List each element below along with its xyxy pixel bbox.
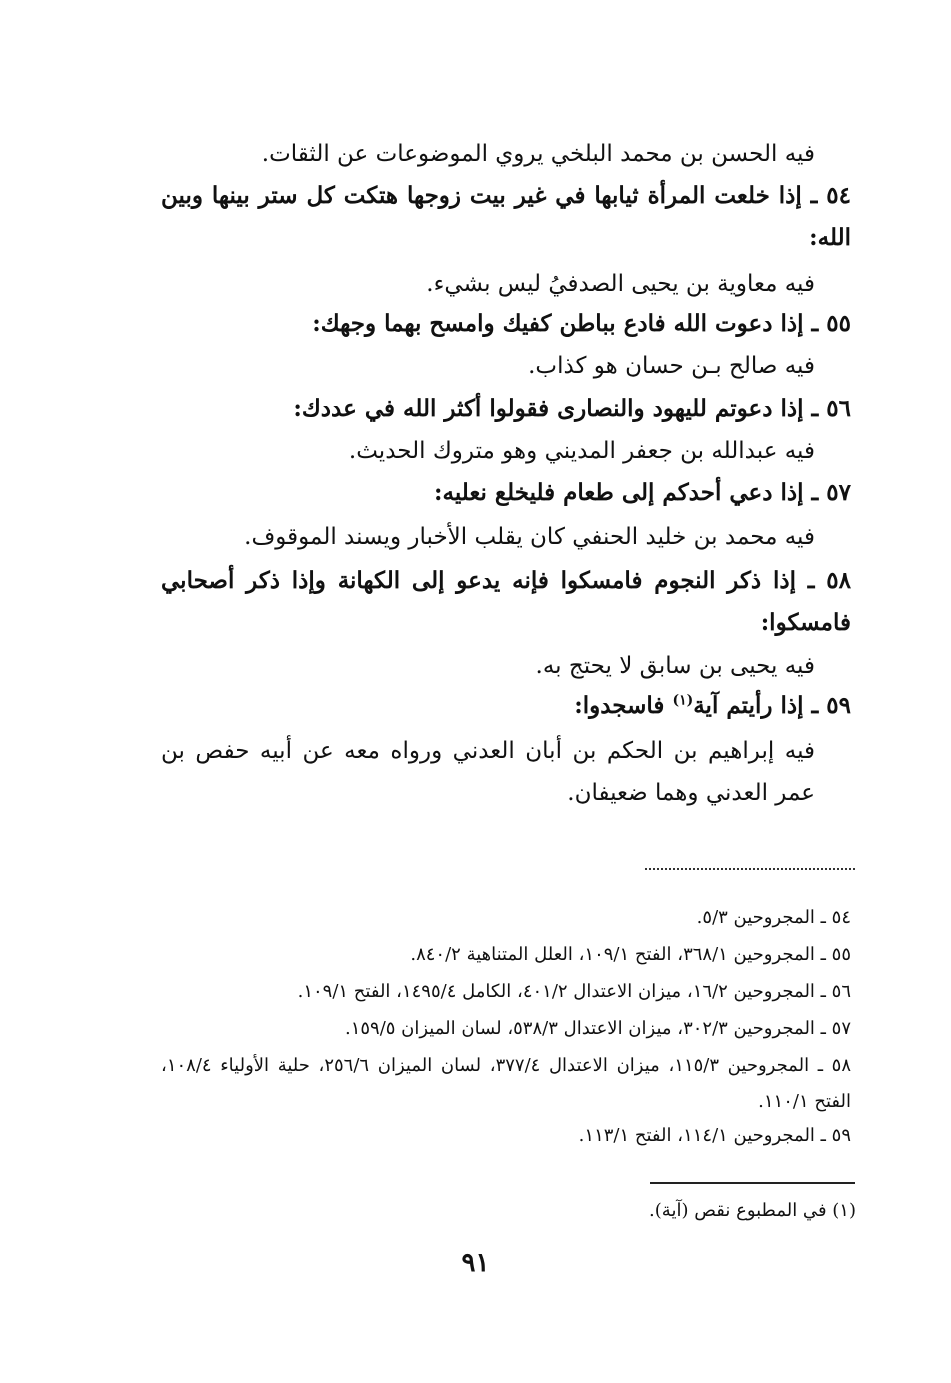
- entry-56-heading: ٥٦ ـ إذا دعوتم لليهود والنصارى فقولوا أكثر الله في عددك:: [293, 395, 851, 422]
- reference-59: ٥٩ ـ المجروحين ١١٤/١، الفتح ١١٣/١.: [578, 1125, 851, 1146]
- entry-59-heading-text: ٥٩ ـ إذا رأيتم آية: [693, 692, 851, 719]
- entry-59-heading: [161, 685, 851, 727]
- page-number: ٩١: [461, 1248, 490, 1278]
- entry-57-heading: ٥٧ ـ إذا دعي أحدكم إلى طعام فليخلع نعليه:: [434, 479, 851, 506]
- entry-55-heading: ٥٥ ـ إذا دعوت الله فادع بباطن كفيك وامسح بهما وجهك:: [312, 310, 851, 337]
- reference-58: ٥٨ ـ المجروحين ١١٥/٣، ميزان الاعتدال ٣٧٧/٤، لسان الميزان ٢٥٦/٦، حلية الأولياء ١٠٨/٤، الفتح ١١٠/١.: [161, 1055, 851, 1112]
- reference-56: ٥٦ ـ المجروحين ١٦/٢، ميزان الاعتدال ٤٠١/٢، الكامل ١٤٩٥/٤، الفتح ١٠٩/١.: [297, 981, 851, 1002]
- reference-54: ٥٤ ـ المجروحين ٥/٣.: [696, 907, 851, 928]
- footnote-marker: (١): [672, 692, 694, 709]
- entry-59-heading-tail: فاسجدوا:: [574, 692, 673, 719]
- entry-56-note: فيه عبدالله بن جعفر المديني وهو متروك الحديث.: [348, 438, 815, 464]
- entry-59-note: فيه إبراهيم بن الحكم بن أبان العدني ورواه معه عن أبيه حفص بن عمر العدني وهما ضعيفان.: [161, 738, 815, 806]
- reference-57: ٥٧ ـ المجروحين ٣٠٢/٣، ميزان الاعتدال ٥٣٨/٣، لسان الميزان ١٥٩/٥.: [344, 1018, 851, 1039]
- narrator-note-pre: فيه الحسن بن محمد البلخي يروي الموضوعات عن الثقات.: [261, 141, 815, 167]
- entry-54-heading: ٥٤ ـ إذا خلعت المرأة ثيابها في غير بيت زوجها هتكت كل ستر بينها وبين الله:: [161, 182, 851, 251]
- dotted-separator: [645, 868, 855, 880]
- footnote-1: (١) في المطبوع نقص (آية).: [649, 1200, 856, 1221]
- entry-55-note: فيه صالح بـن حسان هو كذاب.: [528, 353, 815, 379]
- entry-58-heading: ٥٨ ـ إذا ذكر النجوم فامسكوا فإنه يدعو إلى الكهانة وإذا ذكر أصحابي فامسكوا:: [161, 567, 851, 636]
- reference-55: ٥٥ ـ المجروحين ٣٦٨/١، الفتح ١٠٩/١، العلل المتناهية ٨٤٠/٢.: [410, 944, 851, 965]
- footnote-rule: [650, 1182, 855, 1184]
- entry-57-note: فيه محمد بن خليد الحنفي كان يقلب الأخبار ويسند الموقوف.: [244, 524, 815, 550]
- entry-58-note: فيه يحيى بن سابق لا يحتج به.: [535, 653, 815, 679]
- entry-54-note: فيه معاوية بن يحيى الصدفيُ ليس بشيء.: [426, 271, 815, 297]
